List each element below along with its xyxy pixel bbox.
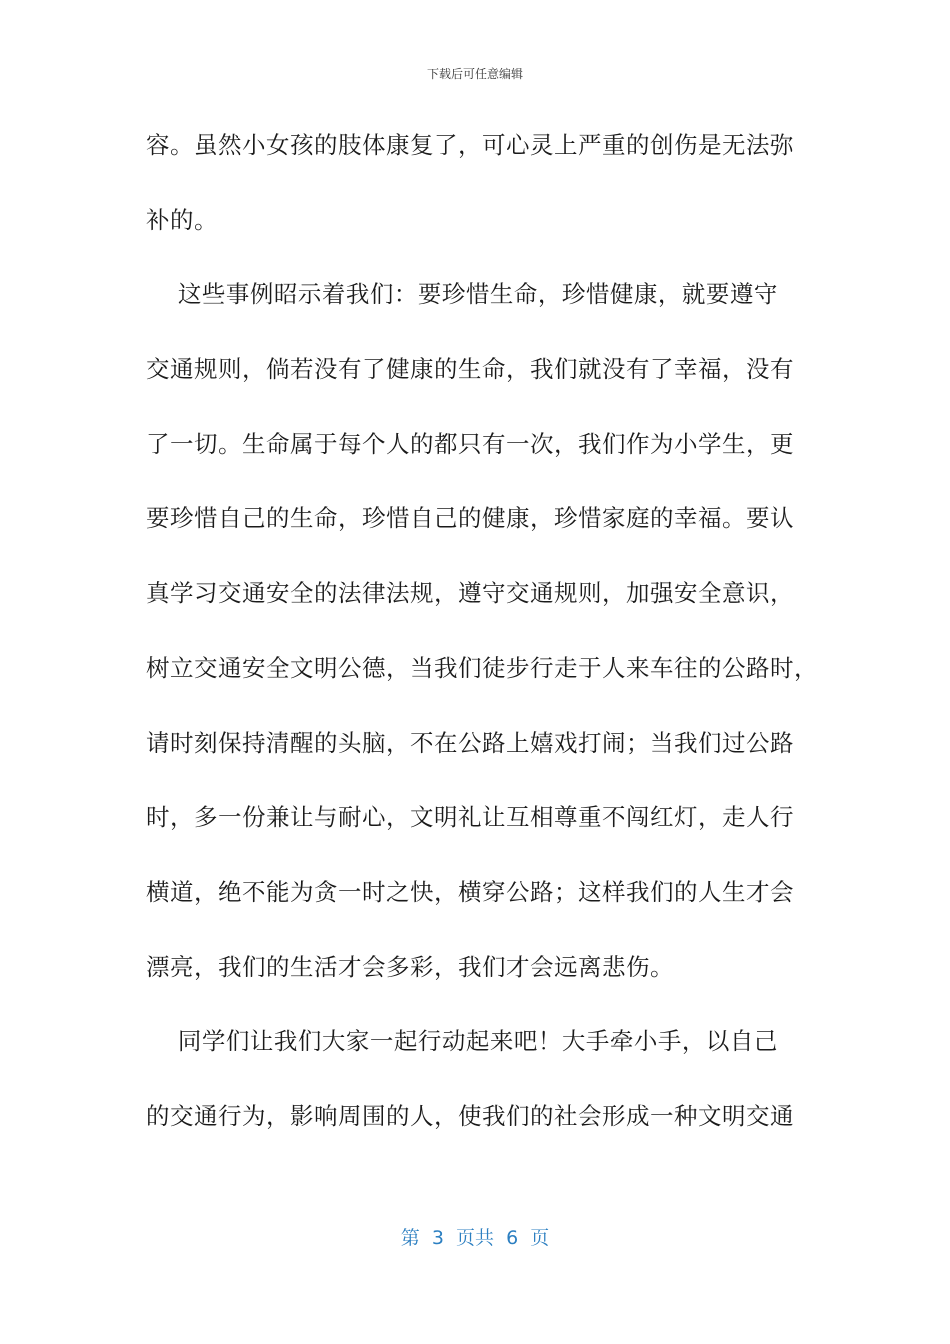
text-line: 的交通行为，影响周围的人，使我们的社会形成一种文明交通 (146, 1101, 794, 1130)
text-line: 同学们让我们大家一起行动起来吧！大手牵小手，以自己 (146, 1027, 778, 1056)
text-line: 这些事例昭示着我们：要珍惜生命，珍惜健康，就要遵守 (146, 280, 778, 309)
text-line: 真学习交通安全的法律法规，遵守交通规则，加强安全意识， (146, 579, 794, 608)
page-number: 第 3 页共 6 页 (400, 1227, 550, 1249)
document-body (146, 113, 818, 1159)
text-line: 漂亮，我们的生活才会多彩，我们才会远离悲伤。 (146, 952, 674, 981)
page-header-note: 下载后可任意编辑 (426, 67, 523, 81)
text-line: 了一切。生命属于每个人的都只有一次，我们作为小学生，更 (146, 429, 794, 458)
text-line: 容。虽然小女孩的肢体康复了，可心灵上严重的创伤是无法弥 (146, 131, 794, 159)
text-line: 要珍惜自己的生命，珍惜自己的健康，珍惜家庭的幸福。要认 (146, 504, 794, 533)
text-line: 请时刻保持清醒的头脑，不在公路上嬉戏打闹；当我们过公路 (146, 728, 794, 757)
text-line: 补的。 (146, 205, 218, 234)
text-line: 时，多一份兼让与耐心，文明礼让互相尊重不闯红灯，走人行 (146, 803, 794, 832)
text-line: 树立交通安全文明公德，当我们徒步行走于人来车往的公路时， (146, 653, 818, 682)
text-line: 横道，绝不能为贪一时之快，横穿公路；这样我们的人生才会 (146, 877, 794, 906)
text-line: 交通规则，倘若没有了健康的生命，我们就没有了幸福，没有 (146, 355, 794, 384)
